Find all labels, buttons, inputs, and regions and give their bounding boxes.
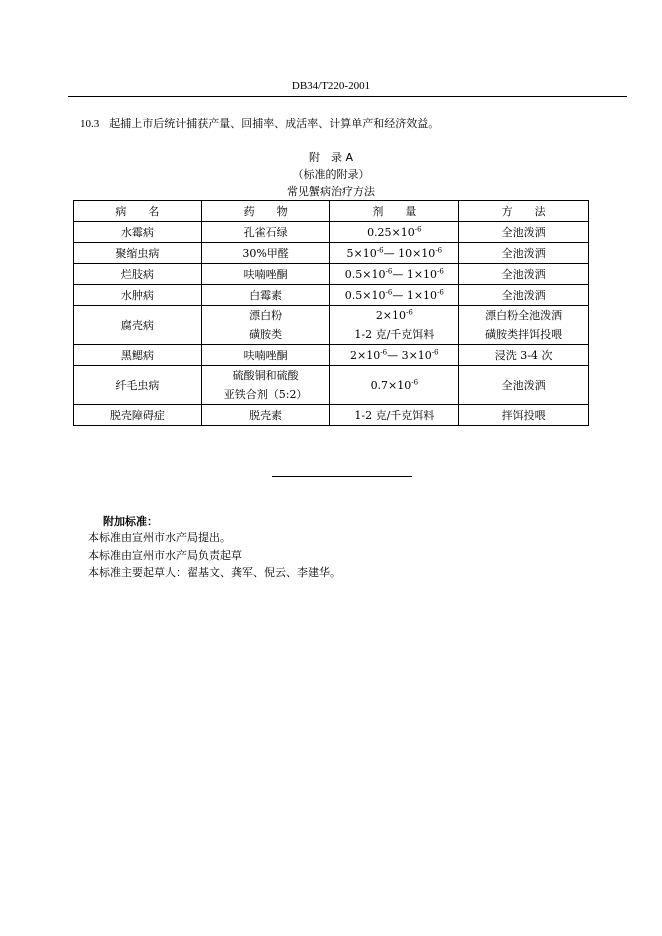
header-drug: 药 物	[201, 201, 330, 222]
disease-cell: 黑鳃病	[74, 345, 202, 366]
disease-cell: 烂肢病	[74, 264, 202, 285]
dose-cell: $5\times 10^{-6}—$ $10\times 10^{-6}$	[330, 243, 459, 264]
table-header-row	[74, 201, 589, 222]
disease-cell: 纤毛虫病	[74, 366, 202, 405]
notes-lines	[88, 529, 341, 582]
table-title: 常见蟹病治疗方法	[287, 185, 375, 198]
table-row	[74, 285, 589, 306]
method-cell: 拌饵投喂	[459, 405, 589, 426]
drug-cell: 脱壳素	[201, 405, 330, 426]
disease-cell: 聚缩虫病	[74, 243, 202, 264]
dose-cell: $0.25\times 10^{-6}$	[330, 222, 459, 243]
header-method: 方 法	[459, 201, 589, 222]
table-row	[74, 222, 589, 243]
table-row	[74, 405, 589, 426]
appendix-subtitle: （标准的附录）	[292, 168, 370, 181]
table-row	[74, 306, 589, 345]
note-line: 本标准由宣州市水产局提出。	[88, 531, 231, 544]
drug-cell: 漂白粉 磺胺类	[201, 306, 330, 345]
paragraph-text: 起捕上市后统计捕获产量、回捕率、成活率、计算单产和经济效益。	[109, 117, 440, 130]
dose-cell: $0.5\times 10^{-6}—$ $1\times 10^{-6}$	[330, 285, 459, 306]
table-row	[74, 264, 589, 285]
header-rule	[68, 96, 627, 97]
method-cell: 漂白粉全池泼洒 磺胺类拌饵投喂	[459, 306, 589, 345]
method-cell: 全池泼洒	[459, 222, 589, 243]
notes-label: 附加标准：	[103, 515, 158, 528]
end-rule	[272, 476, 412, 477]
table-row	[74, 243, 589, 264]
method-cell: 浸洗 3-4 次	[459, 345, 589, 366]
dose-cell: $2\times 10^{-6}—$ $3\times 10^{-6}$	[330, 345, 459, 366]
disease-cell: 脱壳障碍症	[74, 405, 202, 426]
header-disease: 病 名	[74, 201, 202, 222]
drug-cell: 孔雀石绿	[201, 222, 330, 243]
method-cell: 全池泼洒	[459, 243, 589, 264]
dose-cell: $0.7\times 10^{-6}$	[330, 366, 459, 405]
header-code: DB34/T220-2001	[291, 80, 371, 92]
method-cell: 全池泼洒	[459, 366, 589, 405]
appendix-title: 附 录 A	[308, 151, 354, 164]
paragraph-10-3	[80, 115, 439, 131]
drug-cell: 白霉素	[201, 285, 330, 306]
dose-cell: 1-2 克/千克饵料	[330, 405, 459, 426]
note-line: 本标准主要起草人：翟基文、龚军、倪云、李建华。	[88, 566, 341, 579]
method-cell: 全池泼洒	[459, 285, 589, 306]
drug-cell: 呋喃唑酮	[201, 345, 330, 366]
header-dose: 剂 量	[330, 201, 459, 222]
table-row	[74, 345, 589, 366]
drug-cell: 30%甲醛	[201, 243, 330, 264]
disease-cell: 水肿病	[74, 285, 202, 306]
drug-cell: 呋喃唑酮	[201, 264, 330, 285]
crab-disease-table	[73, 200, 589, 426]
paragraph-number: 10.3	[80, 118, 100, 130]
drug-cell: 硫酸铜和硫酸 亚铁合剂（5:2）	[201, 366, 330, 405]
dose-cell: $2\times 10^{-6}$ 1-2 克/千克饵料	[330, 306, 459, 345]
disease-cell: 水霉病	[74, 222, 202, 243]
disease-cell: 腐壳病	[74, 306, 202, 345]
method-cell: 全池泼洒	[459, 264, 589, 285]
note-line: 本标准由宣州市水产局负责起草	[88, 548, 242, 562]
dose-cell: $0.5\times 10^{-6}—$ $1\times 10^{-6}$	[330, 264, 459, 285]
table-row	[74, 366, 589, 405]
